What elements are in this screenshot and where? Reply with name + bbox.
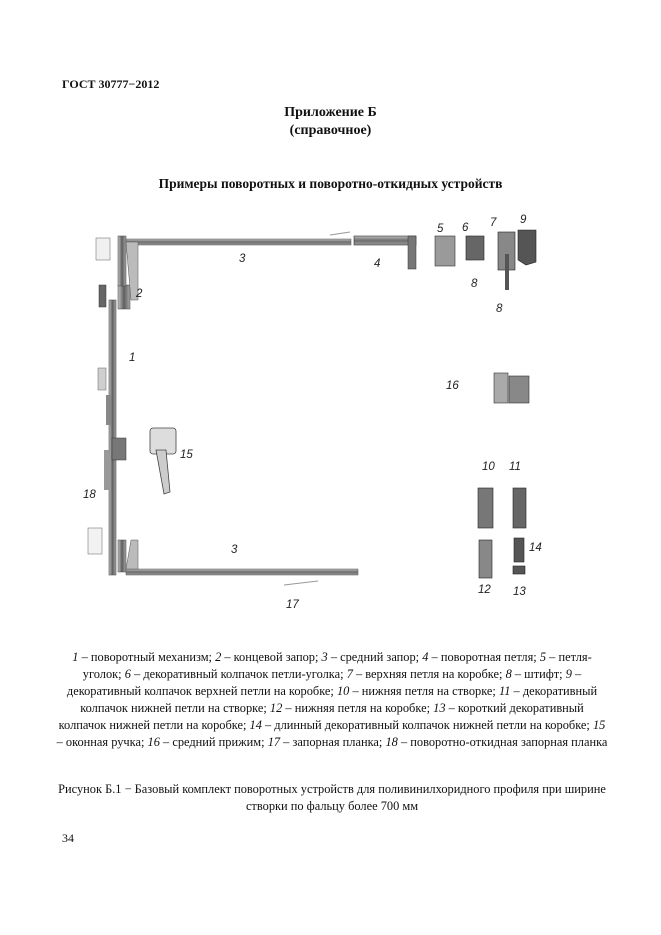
legend-item-text: – декоративный колпачок нижней петли на створке; [80,684,598,715]
appendix-subtitle: (справочное) [289,123,372,138]
label-16: 16 [446,380,459,392]
label-13: 13 [513,586,526,598]
legend-item-text: – запорная планка; [280,735,386,749]
legend-item-number: 15 [592,718,606,732]
legend-item-text: – штифт; [511,667,566,681]
legend-item [125,667,347,681]
legend-item [322,650,423,664]
legend-item-text: – поворотно-откидная запорная планка [397,735,608,749]
part-6-corner-hinge-cap [466,236,484,260]
part-8-pin [505,254,509,290]
part-3-middle-lock-top [96,236,351,300]
legend-item-number: 2 [215,650,222,664]
part-9-top-frame-hinge-cap [518,230,536,265]
part-17-striker-plate [284,581,318,585]
legend-item [268,735,386,749]
legend-item-text: – декоративный колпачок верхней петли на коробке; [66,667,582,698]
legend-item-number: 10 [336,684,350,698]
legend-item-number: 3 [321,650,328,664]
legend-item-text: – длинный декоративный колпачок нижней петли на коробке; [261,718,593,732]
legend-item [337,684,499,698]
label-3-top: 3 [239,253,246,265]
label-7: 7 [490,217,497,229]
label-14: 14 [529,542,542,554]
legend-item [422,650,540,664]
label-10: 10 [482,461,495,473]
legend-item-text: – петля-уголок; [82,650,592,681]
label-11: 11 [509,461,521,473]
legend-item-number: 4 [422,650,429,664]
legend-item-text: – концевой запор; [221,650,322,664]
part-4-pivot-hinge [330,232,416,269]
label-18: 18 [83,489,96,501]
label-3-bottom: 3 [231,544,238,556]
part-15-window-handle [150,428,176,494]
legend-item [347,667,506,681]
legend-item-number: 6 [124,667,131,681]
part-11-lower-sash-hinge-cap [513,488,526,528]
label-5: 5 [437,223,444,235]
legend-item-text: – нижняя петля на коробке; [282,701,434,715]
legend-item-number: 7 [346,667,353,681]
legend-item-number: 12 [269,701,283,715]
label-1: 1 [129,352,136,364]
legend-item-text: – нижняя петля на створке; [349,684,499,698]
part-13-short-frame-hinge-cap [513,566,525,574]
legend-item-number: 9 [565,667,572,681]
legend-item [72,650,215,664]
label-8-left: 8 [471,278,478,290]
part-16-middle-keeper [494,373,529,403]
legend-item-number: 14 [249,718,262,732]
part-3-middle-lock-bottom [118,540,358,575]
part-12-lower-frame-hinge [479,540,492,578]
figure-legend [56,649,608,751]
legend-item-number: 5 [539,650,547,664]
label-9: 9 [520,214,527,226]
legend-item-text: – средний прижим; [159,735,268,749]
legend-item [215,650,321,664]
legend-item-text: – короткий декоративный колпачок нижней петли на коробке; [58,701,584,732]
part-14-long-frame-hinge-cap [514,538,524,562]
figure-caption: Рисунок Б.1 − Базовый комплект поворотных устройств для поливинилхоридного профиля при ширине створки по фальцу более 700 мм [58,782,606,813]
legend-item-number: 17 [267,735,281,749]
legend-item-number: 13 [433,701,446,715]
legend-item-number: 8 [505,667,512,681]
page-number: 34 [62,831,74,845]
legend-item-number: 11 [498,684,511,698]
label-8-right: 8 [496,303,503,315]
label-2: 2 [136,288,143,300]
legend-item-text: – декоративный колпачок петли-уголка; [130,667,347,681]
legend-item [270,701,433,715]
label-6: 6 [462,222,469,234]
label-12: 12 [478,584,491,596]
legend-item [148,735,268,749]
legend-item [385,735,607,749]
legend-item-number: 16 [147,735,160,749]
legend-item-text: – поворотный механизм; [78,650,216,664]
legend-item-text: – верхняя петля на коробке; [352,667,506,681]
legend-item-text: – средний запор; [327,650,423,664]
appendix-title: Приложение Б [284,105,377,120]
label-4: 4 [374,258,381,270]
section-title: Примеры поворотных и поворотно-откидных устройств [158,176,503,191]
legend-item-text: – поворотная петля; [428,650,540,664]
part-5-corner-hinge [435,236,455,266]
part-10-lower-sash-hinge [478,488,493,528]
legend-item-text: – оконная ручка; [56,735,148,749]
label-15: 15 [180,449,193,461]
legend-item [250,718,593,732]
label-17: 17 [286,599,299,611]
legend-item-number: 1 [72,650,79,664]
part-18-tilt-turn-keeper [88,528,102,554]
standard-header: ГОСТ 30777−2012 [62,77,160,91]
legend-item [506,667,566,681]
legend-item-number: 18 [385,735,398,749]
